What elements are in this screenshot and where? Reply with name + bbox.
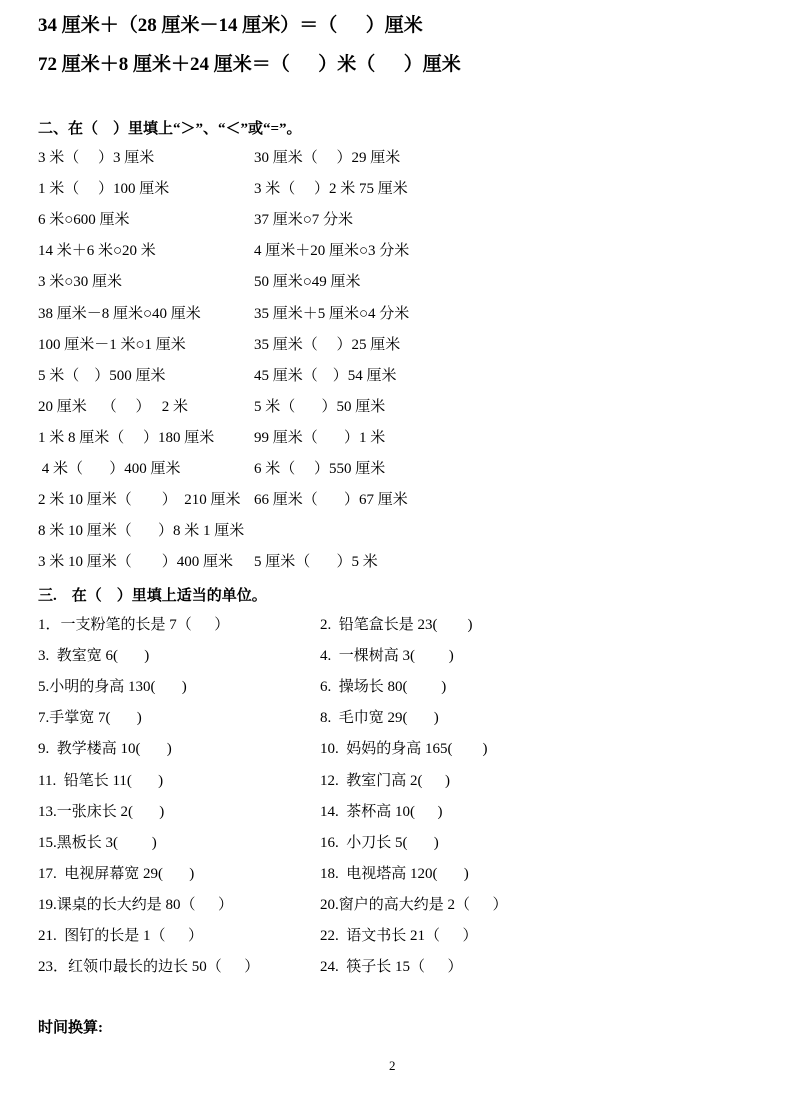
right-item: 50 厘米○49 厘米 [254,274,361,291]
equation-line-2: 72 厘米＋8 厘米＋24 厘米＝（ ）米（ ）厘米 [38,54,461,75]
left-item: 6 米○600 厘米 [38,212,130,229]
right-item: 2. 铅笔盒长是 23( ) [320,617,473,633]
sec3-row [0,644,790,668]
sec3-row [0,613,790,637]
right-item: 66 厘米（ ）67 厘米 [254,492,408,509]
sec3-row [0,924,790,948]
sec2-row [0,333,790,357]
right-item: 30 厘米（ ）29 厘米 [254,150,401,166]
sec3-row [0,955,790,979]
sec2-row [0,488,790,512]
sec2-row [0,519,790,543]
right-item: 5 米（ ）50 厘米 [254,398,386,415]
left-item: 17. 电视屏幕宽 29( ) [38,865,195,882]
right-item: 35 厘米（ ）25 厘米 [254,336,401,353]
left-item: 8 米 10 厘米（ ）8 米 1 厘米 [38,523,245,540]
right-item: 20.窗户的高大约是 2（ ） [320,896,508,913]
left-item: 5 米（ ）500 厘米 [38,367,166,384]
right-item: 3 米（ ）2 米 75 厘米 [254,181,408,198]
sec2-row [0,457,790,481]
sec2-row [0,550,790,574]
sec2-row [0,239,790,263]
left-item: 4 米（ ）400 厘米 [38,461,181,477]
right-item: 22. 语文书长 21（ ） [320,928,478,944]
page-number: 2 [389,1058,396,1073]
left-item: 3 米○30 厘米 [38,274,123,291]
left-item: 3 米（ ）3 厘米 [38,150,155,166]
sec3-row [0,800,790,824]
sec3-row [0,893,790,917]
left-item: 1 米 8 厘米（ ）180 厘米 [38,429,215,446]
sec2-row [0,395,790,419]
right-item: 10. 妈妈的身高 165( ) [320,741,488,758]
left-item: 13.一张床长 2( ) [38,803,165,820]
right-item: 8. 毛巾宽 29( ) [320,710,439,727]
left-item: 100 厘米－1 米○1 厘米 [38,336,186,353]
sec2-row [0,270,790,294]
sec2-row [0,146,790,170]
sec3-row [0,769,790,793]
time-conversion-heading: 时间换算: [38,1020,103,1036]
left-item: 38 厘米－8 厘米○40 厘米 [38,305,201,322]
right-item: 12. 教室门高 2( ) [320,772,450,789]
section-3-title: 三. 在（ ）里填上适当的单位。 [38,588,267,604]
left-item: 3 米 10 厘米（ ）400 厘米 [38,554,234,571]
right-item: 24. 筷子长 15（ ） [320,959,463,976]
left-item: 2 米 10 厘米（ ） 210 厘米 [38,492,241,509]
right-item: 99 厘米（ ）1 米 [254,429,386,446]
left-item: 5.小明的身高 130( ) [38,679,187,696]
right-item: 5 厘米（ ）5 米 [254,554,378,571]
sec3-row [0,675,790,699]
sec3-row [0,737,790,761]
left-item: 21. 图钉的长是 1（ ） [38,928,204,944]
left-item: 9. 教学楼高 10( ) [38,741,172,758]
right-item: 4. 一棵树高 3( ) [320,648,454,665]
sec3-row [0,706,790,730]
section-2-title: 二、在（ ）里填上“＞”、“＜”或“=”。 [38,121,302,137]
right-item: 45 厘米（ ）54 厘米 [254,367,397,384]
sec3-row [0,831,790,855]
right-item: 18. 电视塔高 120( ) [320,865,469,882]
left-item: 19.课桌的长大约是 80（ ） [38,896,234,913]
right-item: 16. 小刀长 5( ) [320,834,439,851]
left-item: 20 厘米 （ ） 2 米 [38,398,189,415]
left-item: 1．一支粉笔的长是 7（ ） [38,617,230,633]
sec3-row [0,862,790,886]
sec2-row [0,302,790,326]
left-item: 14 米＋6 米○20 米 [38,243,156,260]
left-item: 15.黑板长 3( ) [38,834,157,851]
right-item: 14. 茶杯高 10( ) [320,803,443,820]
left-item: 1 米（ ）100 厘米 [38,181,170,198]
equation-line-1: 34 厘米＋（28 厘米－14 厘米）＝（ ）厘米 [38,15,423,36]
sec2-row [0,208,790,232]
sec2-row [0,426,790,450]
sec2-row [0,364,790,388]
left-item: 11. 铅笔长 11( ) [38,772,164,789]
right-item: 4 厘米＋20 厘米○3 分米 [254,243,410,260]
left-item: 7.手掌宽 7( ) [38,710,142,727]
right-item: 6. 操场长 80( ) [320,679,447,696]
sec2-row [0,177,790,201]
right-item: 37 厘米○7 分米 [254,212,354,229]
right-item: 35 厘米＋5 厘米○4 分米 [254,305,410,322]
right-item: 6 米（ ）550 厘米 [254,461,386,477]
left-item: 23．红领巾最长的边长 50（ ） [38,959,260,976]
left-item: 3. 教室宽 6( ) [38,648,150,665]
